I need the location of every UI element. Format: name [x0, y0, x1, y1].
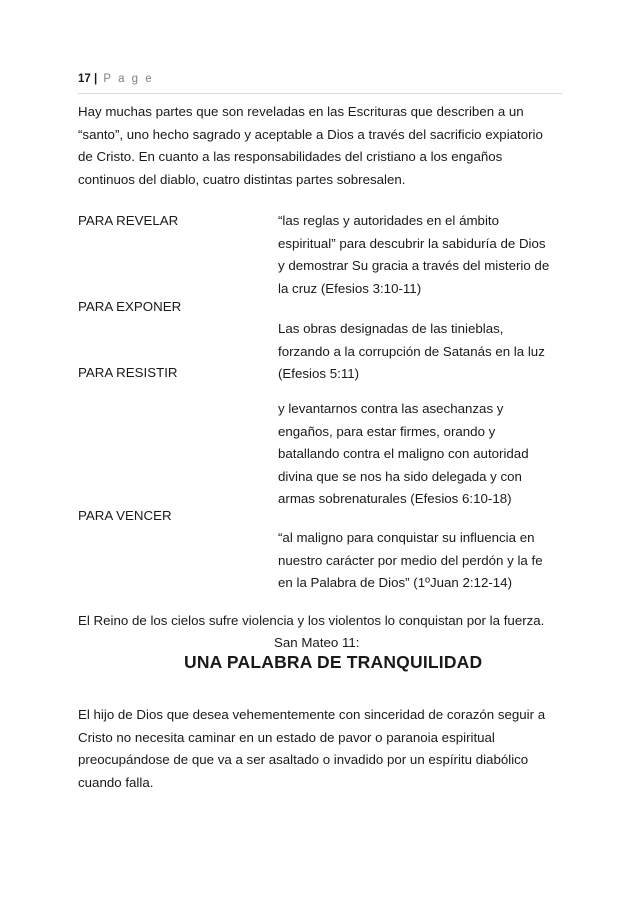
- part-label-resistir: PARA RESISTIR: [78, 365, 178, 380]
- page-number: 17: [78, 73, 91, 85]
- intro-line: continuos del diablo, cuatro distintas partes sobresalen.: [78, 171, 406, 187]
- part-line: engaños, para estar firmes, orando y: [278, 423, 496, 439]
- intro-line: “santo”, uno hecho sagrado y aceptable a Dios a través del sacrificio expiatorio: [78, 126, 543, 142]
- intro-paragraph: [78, 101, 543, 191]
- closing-line: preocupándose de que va a ser asaltado o invadido por un espíritu diabólico: [78, 752, 529, 767]
- header-rule: [78, 93, 562, 94]
- part-line: armas sobrenaturales (Efesios 6:10-18): [278, 491, 512, 506]
- part-label-exponer: PARA EXPONER: [78, 299, 182, 314]
- part-line: en la Palabra de Dios” (1ºJuan 2:12-14): [278, 575, 512, 590]
- closing-paragraph: [78, 704, 545, 794]
- section-heading: UNA PALABRA DE TRANQUILIDAD: [184, 652, 483, 672]
- part-text-resistir: [278, 398, 529, 511]
- part-text-revelar: [278, 210, 549, 300]
- part-text-exponer: [278, 318, 545, 386]
- part-label-vencer: PARA VENCER: [78, 508, 172, 523]
- part-text-vencer: [278, 527, 543, 595]
- part-line: forzando a la corrupción de Satanás en la luz: [278, 343, 545, 359]
- part-line: espiritual” para descubrir la sabiduría de Dios: [278, 235, 546, 251]
- scripture-citation: San Mateo 11:: [274, 635, 360, 650]
- part-line: (Efesios 5:11): [278, 366, 360, 381]
- closing-line: cuando falla.: [78, 774, 154, 790]
- page-word: P a g e: [103, 73, 154, 85]
- part-line: y levantarnos contra las asechanzas y: [278, 401, 504, 416]
- closing-line: Cristo no necesita caminar en un estado de pavor o paranoia espiritual: [78, 729, 495, 745]
- part-label-revelar: PARA REVELAR: [78, 213, 179, 228]
- part-line: nuestro carácter por medio del perdón y la fe: [278, 552, 543, 568]
- scripture-quote: El Reino de los cielos sufre violencia y los violentos lo conquistan por la fuerza.: [78, 613, 545, 628]
- closing-line: El hijo de Dios que desea vehementemente con sinceridad de corazón seguir a: [78, 707, 546, 722]
- part-line: divina que se nos ha sido delegada y con: [278, 468, 522, 484]
- part-line: Las obras designadas de las tinieblas,: [278, 321, 504, 336]
- page-header: [78, 73, 154, 85]
- part-line: la cruz (Efesios 3:10-11): [278, 280, 422, 296]
- header-separator: |: [94, 73, 98, 85]
- intro-line: Hay muchas partes que son reveladas en las Escrituras que describen a un: [78, 104, 524, 119]
- intro-line: de Cristo. En cuanto a las responsabilidades del cristiano a los engaños: [78, 149, 503, 164]
- part-line: batallando contra el maligno con autoridad: [278, 446, 529, 461]
- part-line: “las reglas y autoridades en el ámbito: [278, 213, 499, 228]
- part-line: “al maligno para conquistar su influencia en: [278, 530, 535, 545]
- part-line: y demostrar Su gracia a través del misterio de: [278, 258, 550, 273]
